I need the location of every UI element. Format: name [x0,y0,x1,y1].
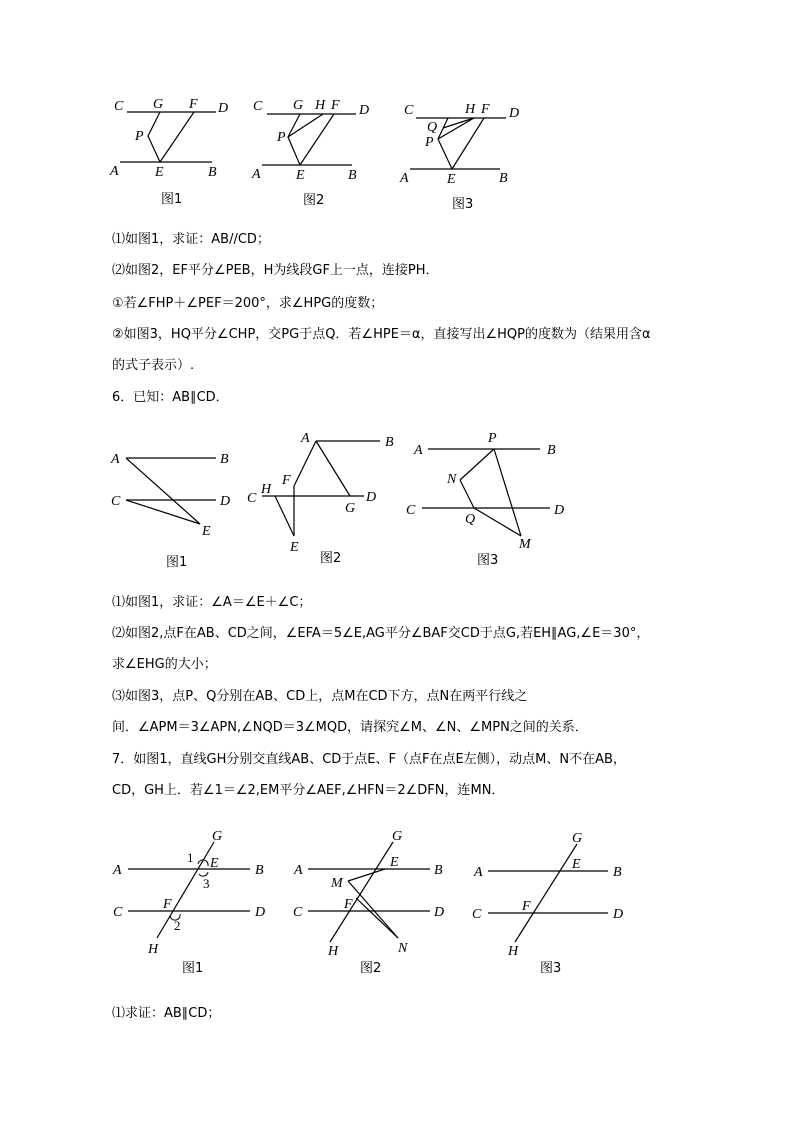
q5-f1-label-d: D [218,101,229,116]
q7-figure-2 [293,829,444,976]
q6-f2-label-f: F [282,473,291,488]
q6-f3-label-m: M [519,537,531,552]
q5-part-2-sub-1: ①若∠FHP＋∠PEF＝200°，求∠HPG的度数； [112,296,384,311]
q7-f3-label-b: B [613,865,622,880]
q5-f2-label-d: D [359,103,370,118]
q6-part-3: ⑶如图3，点P、Q分别在AB、CD上，点M在CD下方，点N在两平行线之 [112,689,528,704]
q6-part-2-cont: 求∠EHG的大小； [112,657,217,672]
q5-figure-1 [109,97,228,207]
q6-f3-label-b: B [547,443,556,458]
q5-f1-caption: 图1 [161,192,183,207]
q7-part-1: ⑴求证：AB∥CD； [112,1006,221,1021]
q5-f2-label-f: F [331,98,340,113]
q5-part-2-sub-2: ②如图3，HQ平分∠CHP，交PG于点Q．若∠HPE＝α，直接写出∠HQP的度数为（结果用含α [112,327,651,342]
q5-f3-label-c: C [404,103,414,118]
q7-f3-caption: 图3 [540,961,562,976]
q7-f1-label-d: D [255,905,266,920]
q6-f2-label-d: D [366,490,377,505]
q6-f2-label-b: B [385,435,394,450]
q5-f2-label-c: C [253,99,263,114]
q5-f2-label-e: E [296,168,305,183]
q6-figure-3 [406,431,564,568]
q7-f1-label-h: H [148,942,159,957]
q5-f1-label-b: B [208,165,217,180]
q7-f2-label-d: D [434,905,445,920]
q6-f2-label-h: H [261,482,272,497]
q7-f1-angle-3: 3 [203,876,210,891]
q7-f2-caption: 图2 [360,961,382,976]
q7-f2-label-e: E [390,855,399,870]
q7-f3-label-e: E [572,857,581,872]
q5-f2-label-h: H [315,98,326,113]
q7-f2-label-a: A [294,863,303,878]
q6-f3-label-d: D [554,503,565,518]
q7-f1-label-c: C [113,905,123,920]
q6-f1-label-d: D [220,494,231,509]
q6-figure-2 [247,431,394,566]
q7-f1-caption: 图1 [182,961,204,976]
q7-f1-label-g: G [212,829,223,844]
q6-figure-1 [110,452,230,570]
q5-f3-label-b: B [499,171,508,186]
q5-f1-label-e: E [155,165,164,180]
q5-f3-label-e: E [447,172,456,187]
q5-figure-2 [251,98,369,208]
q5-f1-label-p: P [135,129,144,144]
q7-f2-label-h: H [328,944,339,959]
q6-f3-label-c: C [406,503,416,518]
q7-f2-label-b: B [434,863,443,878]
q6-f1-label-e: E [202,524,211,539]
q6-f2-caption: 图2 [320,551,342,566]
q5-f3-label-h: H [465,102,476,117]
q6-f2-label-c: C [247,491,257,506]
q7-f1-angle-1: 1 [187,850,194,865]
q6-title: 6．已知：AB∥CD． [112,390,229,405]
q7-f3-label-f: F [522,899,531,914]
q6-f1-label-c: C [111,494,121,509]
q5-f2-label-g: G [293,98,304,113]
q7-f1-label-f: F [163,897,172,912]
q5-f1-label-g: G [153,97,164,112]
q7-f1-label-a: A [113,863,122,878]
q5-f3-label-a: A [400,171,409,186]
q7-f3-label-d: D [613,907,624,922]
q7-figure-1 [112,829,265,976]
q5-f1-label-c: C [114,99,124,114]
q7-figure-3 [472,831,623,976]
q5-f2-caption: 图2 [303,193,325,208]
q6-f2-label-g: G [345,501,356,516]
q7-f2-label-c: C [293,905,303,920]
q6-f3-label-a: A [414,443,423,458]
q5-f1-label-a: A [110,164,119,179]
q7-f1-label-e: E [210,856,219,871]
q7-f2-label-g: G [392,829,403,844]
q5-f3-caption: 图3 [452,197,474,212]
q5-f3-label-f: F [481,102,490,117]
q6-f3-caption: 图3 [477,553,499,568]
q6-part-2: ⑵如图2,点F在AB、CD之间，∠EFA＝5∠E,AG平分∠BAF交CD于点G,若EH∥AG,∠E＝30°， [112,626,650,641]
q5-f2-label-p: P [277,130,286,145]
q7-title: 7．如图1，直线GH分别交直线AB、CD于点E、F（点F在点E左侧），动点M、N不在AB， [112,752,626,767]
q7-f3-label-g: G [572,831,583,846]
q6-f3-label-n: N [447,472,457,487]
q6-f1-caption: 图1 [166,555,188,570]
q7-f3-label-c: C [472,907,482,922]
q6-f3-label-p: P [488,431,497,446]
q7-title-cont: CD，GH上．若∠1＝∠2,EM平分∠AEF,∠HFN＝2∠DFN，连MN． [112,783,505,798]
q7-f1-angle-2: 2 [174,918,181,933]
q6-f3-label-q: Q [465,512,476,527]
q6-part-1: ⑴如图1，求证：∠A＝∠E＋∠C； [112,595,312,610]
q7-f2-label-m: M [331,876,343,891]
q5-part-2: ⑵如图2，EF平分∠PEB，H为线段GF上一点，连接PH． [112,263,439,278]
q5-part-1: ⑴如图1，求证：AB//CD； [112,232,270,247]
q5-f1-label-f: F [189,97,198,112]
q6-f2-label-e: E [290,540,299,555]
q6-f2-label-a: A [301,431,310,446]
q5-f3-label-d: D [509,106,520,121]
q7-f2-label-f: F [344,897,353,912]
q6-part-3-cont: 间．∠APM＝3∠APN,∠NQD＝3∠MQD，请探究∠M、∠N、∠MPN之间的关系． [112,720,588,735]
q5-f2-label-a: A [252,167,261,182]
q5-f3-label-q: Q [427,120,438,135]
q6-f1-label-b: B [220,452,229,467]
q7-f3-label-a: A [474,865,483,880]
q5-figure-3 [399,102,519,212]
q5-f3-label-p: P [425,135,434,150]
q6-f1-label-a: A [111,452,120,467]
q7-f3-label-h: H [508,944,519,959]
q5-part-2-sub-2-cont: 的式子表示）. [112,358,195,373]
q7-f1-label-b: B [255,863,264,878]
q5-f2-label-b: B [348,168,357,183]
q7-f2-label-n: N [398,941,408,956]
